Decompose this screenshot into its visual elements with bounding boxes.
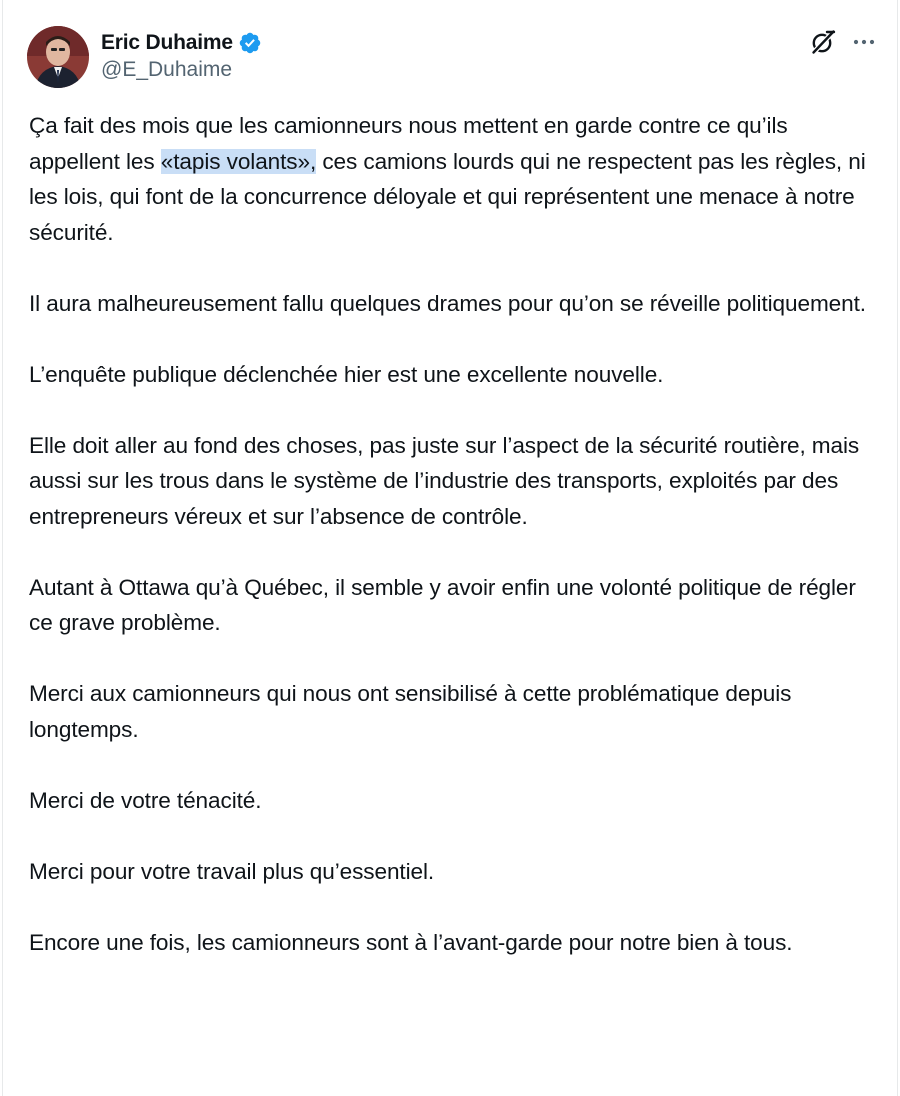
display-name[interactable]: Eric Duhaime xyxy=(101,31,233,54)
name-row xyxy=(101,30,262,56)
avatar-image xyxy=(27,26,89,88)
post-paragraph xyxy=(29,108,879,250)
post-card xyxy=(2,0,898,1096)
post-paragraph: L’enquête publique déclenchée hier est une excellente nouvelle. xyxy=(29,361,664,387)
post-text xyxy=(29,108,879,996)
author-names xyxy=(101,30,262,82)
highlighted-text: «tapis volants», xyxy=(160,148,317,174)
post-text-segment: Ça fait des mois que les camionneurs nous mettent en garde contre ce qu’ils appellent les xyxy=(29,113,788,174)
grok-icon[interactable] xyxy=(809,28,837,56)
header-actions xyxy=(809,28,877,56)
post-text-segment: ces camions lourds qui ne respectent pas les règles, ni les lois, qui font de la concurrence déloyale et qui représentent une menace à notre sécurité. xyxy=(29,148,866,245)
post-paragraph: Autant à Ottawa qu’à Québec, il semble y avoir enfin une volonté politique de régler ce grave problème. xyxy=(29,574,856,635)
avatar[interactable] xyxy=(27,26,89,88)
verified-badge-icon[interactable] xyxy=(238,31,262,55)
post-paragraph: Merci pour votre travail plus qu’essentiel. xyxy=(29,858,435,884)
post-paragraph: Merci de votre ténacité. xyxy=(29,787,262,813)
more-options-icon[interactable] xyxy=(851,29,877,55)
author-handle[interactable]: @E_Duhaime xyxy=(101,58,233,81)
post-header xyxy=(27,26,877,90)
post-paragraph: Merci aux camionneurs qui nous ont sensibilisé à cette problématique depuis longtemps. xyxy=(29,681,792,742)
post-paragraph: Elle doit aller au fond des choses, pas juste sur l’aspect de la sécurité routière, mais aussi sur les trous dans le système de l’industrie des transports, exploités par des entrepreneurs véreux et sur l’absence de contrôle. xyxy=(29,432,860,529)
post-paragraph: Encore une fois, les camionneurs sont à l’avant-garde pour notre bien à tous. xyxy=(29,929,793,955)
post-paragraph: Il aura malheureusement fallu quelques drames pour qu’on se réveille politiquement. xyxy=(29,290,866,316)
